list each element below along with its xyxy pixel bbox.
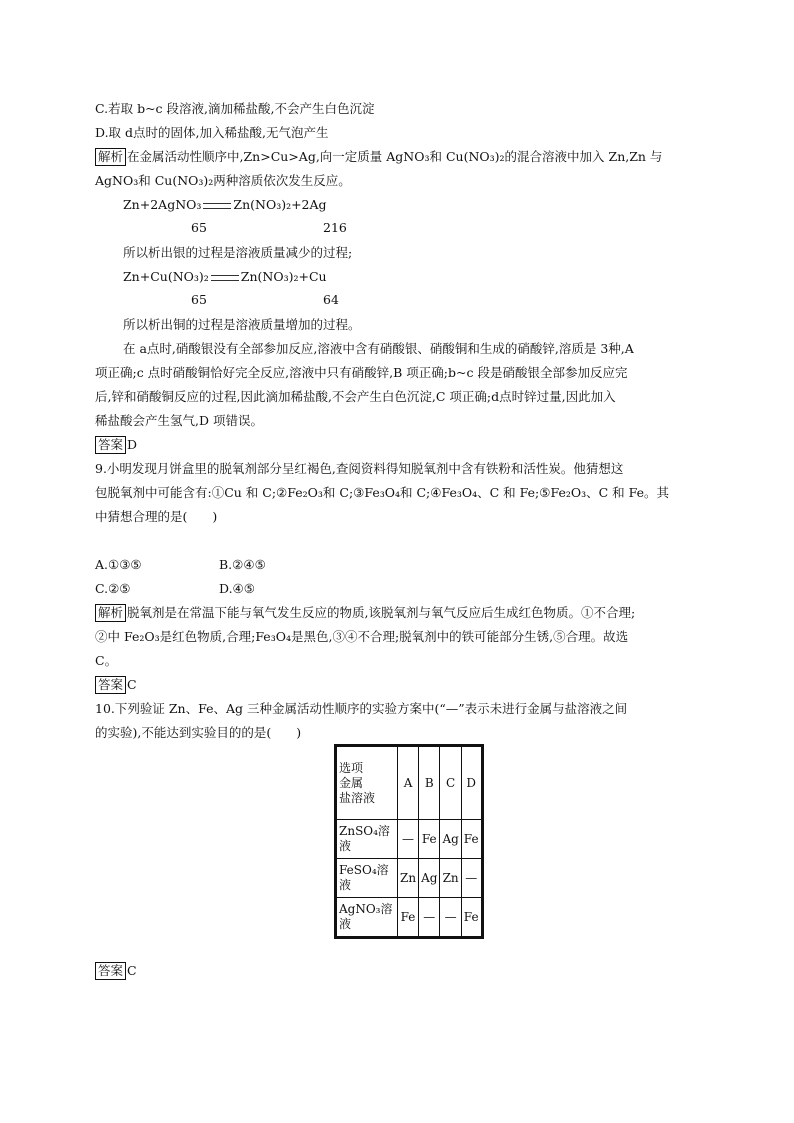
- q9-option-b: B.②④⑤: [219, 557, 266, 572]
- table-cell: Fe: [461, 820, 482, 859]
- q10-answer-value: C: [127, 963, 137, 978]
- q8-paragraph-4: 稀盐酸会产生氢气,D 项错误。: [95, 413, 263, 428]
- table-cell: Zn: [440, 859, 461, 898]
- q8-answer-value: D: [127, 437, 138, 452]
- col-header-b: B: [419, 746, 440, 820]
- table-cell: Fe: [398, 898, 419, 938]
- q9-analysis-text-1: 脱氧剂是在常温下能与氧气发生反应的物质,该脱氧剂与氧气反应后生成红色物质。①不合理;: [127, 605, 636, 620]
- q10-answer: [95, 962, 137, 980]
- table-header-cell: [336, 746, 398, 820]
- table-row: [336, 820, 483, 859]
- analysis-tag: 解析: [95, 604, 126, 622]
- eq1-mass-2: 216: [323, 220, 347, 235]
- table-cell: —: [461, 859, 482, 898]
- eq2-left: Zn+Cu(NO₃)₂: [123, 269, 209, 284]
- header-metal: 金属: [339, 775, 364, 790]
- q8-option-c: C.若取 b~c 段溶液,滴加稀盐酸,不会产生白色沉淀: [95, 101, 375, 116]
- eq2-mass-2: 64: [323, 292, 339, 307]
- q9-stem-1: 9.小明发现月饼盒里的脱氧剂部分呈红褐色,查阅资料得知脱氧剂中含有铁粉和活性炭。他猜想这: [95, 461, 624, 476]
- table-row: [336, 898, 483, 938]
- q9-stem-2: 包脱氧剂中可能含有:①Cu 和 C;②Fe₂O₃和 C;③Fe₃O₄和 C;④Fe₃O₄、C 和 Fe;⑤Fe₂O₃、C 和 Fe。其: [95, 485, 670, 500]
- col-header-d: D: [461, 746, 482, 820]
- table-cell: —: [398, 820, 419, 859]
- row-label: ZnSO₄溶液: [336, 820, 398, 859]
- eq1-right: Zn(NO₃)₂+2Ag: [233, 197, 327, 212]
- q9-option-d: D.④⑤: [219, 581, 255, 596]
- row-label: FeSO₄溶液: [336, 859, 398, 898]
- q8-equation-1: [123, 196, 327, 214]
- table-cell: Fe: [461, 898, 482, 938]
- answer-tag: 答案: [95, 676, 126, 694]
- eq1-mass-1: 65: [191, 220, 207, 235]
- table-cell: —: [419, 898, 440, 938]
- table-cell: Ag: [419, 859, 440, 898]
- q8-paragraph-1: 在 a点时,硝酸银没有全部参加反应,溶液中含有硝酸银、硝酸铜和生成的硝酸锌,溶质是 3种,A: [123, 341, 634, 356]
- q10-stem-2: 的实验),不能达到实验目的的是( ): [95, 725, 302, 740]
- table-cell: —: [440, 898, 461, 938]
- equals-sign-icon: [203, 203, 231, 209]
- q9-stem-3: 中猜想合理的是( ): [95, 509, 218, 524]
- experiment-table: [334, 744, 484, 939]
- q8-paragraph-2: 项正确;c 点时硝酸铜恰好完全反应,溶液中只有硝酸锌,B 项正确;b~c 段是硝酸银全部参加反应完: [95, 365, 628, 380]
- q8-analysis-text-2: AgNO₃和 Cu(NO₃)₂两种溶质依次发生反应。: [95, 173, 351, 188]
- table-cell: Fe: [419, 820, 440, 859]
- eq2-mass-1: 65: [191, 292, 207, 307]
- q10-stem-1: 10.下列验证 Zn、Fe、Ag 三种金属活动性顺序的实验方案中(“—”表示未进行金属与盐溶液之间: [95, 701, 628, 716]
- q9-option-a: A.①③⑤: [95, 557, 142, 572]
- q8-note-2: 所以析出铜的过程是溶液质量增加的过程。: [123, 317, 361, 332]
- q8-analysis-line: [95, 148, 662, 166]
- col-header-a: A: [398, 746, 419, 820]
- table-cell: Ag: [440, 820, 461, 859]
- q9-analysis-text-2: ②中 Fe₂O₃是红色物质,合理;Fe₃O₄是黑色,③④不合理;脱氧剂中的铁可能部分生锈,⑤合理。故选: [95, 629, 629, 644]
- q8-paragraph-3: 后,锌和硝酸铜反应的过程,因此滴加稀盐酸,不会产生白色沉淀,C 项正确;d点时锌过量,因此加入: [95, 389, 616, 404]
- q9-answer: [95, 676, 137, 694]
- header-option: 选项: [339, 760, 364, 775]
- table-cell: Zn: [398, 859, 419, 898]
- q9-analysis-text-3: C。: [95, 653, 118, 668]
- q8-option-d: D.取 d点时的固体,加入稀盐酸,无气泡产生: [95, 125, 329, 140]
- q8-note-1: 所以析出银的过程是溶液质量减少的过程;: [123, 245, 353, 260]
- q8-equation-2: [123, 268, 327, 286]
- q9-analysis-line: [95, 604, 635, 622]
- q9-answer-value: C: [127, 677, 137, 692]
- answer-tag: 答案: [95, 436, 126, 454]
- row-label: AgNO₃溶液: [336, 898, 398, 938]
- eq1-left: Zn+2AgNO₃: [123, 197, 202, 212]
- analysis-tag: 解析: [95, 148, 126, 166]
- eq2-right: Zn(NO₃)₂+Cu: [240, 269, 327, 284]
- q9-option-c: C.②⑤: [95, 581, 131, 596]
- answer-tag: 答案: [95, 962, 126, 980]
- col-header-c: C: [440, 746, 461, 820]
- q8-analysis-text-1: 在金属活动性顺序中,Zn>Cu>Ag,向一定质量 AgNO₃和 Cu(NO₃)₂的混合溶液中加入 Zn,Zn 与: [127, 149, 663, 164]
- equals-sign-icon: [211, 275, 239, 281]
- header-solution: 盐溶液: [339, 790, 376, 805]
- table-row: [336, 859, 483, 898]
- q8-answer: [95, 436, 137, 454]
